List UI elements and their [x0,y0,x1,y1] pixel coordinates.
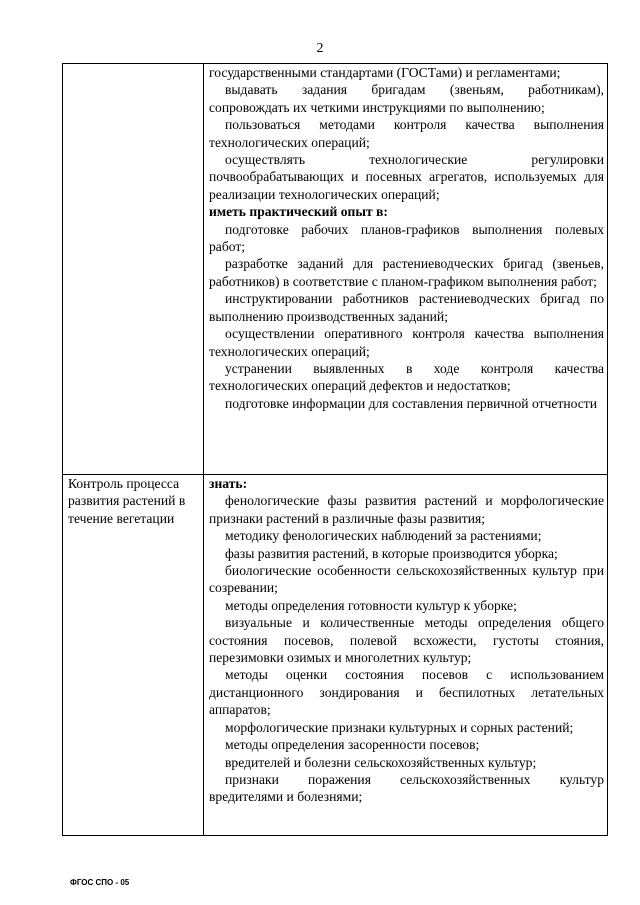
paragraph: осуществлении оперативного контроля качества выполнения технологических операций; [209,326,604,359]
paragraph: государственными стандартами (ГОСТами) и регламентами; [209,65,561,80]
footer-code: ФГОС СПО - 05 [70,878,130,887]
left-cell [63,475,204,836]
paragraph: осуществлять технологические регулировки почвообрабатывающих и посевных агрегатов, используемых для реализации технологических операций; [209,152,604,202]
section-heading: знать: [209,476,248,491]
right-cell [204,64,608,475]
paragraph: подготовке рабочих планов-графиков выполнения полевых работ; [209,221,604,255]
paragraph: устранении выявленных в ходе контроля качества технологических операций дефектов и недостатков; [209,360,604,394]
paragraph: вредителей и болезни сельскохозяйственных культур; [225,754,537,770]
paragraph: фенологические фазы развития растений и морфологические признаки растений в различные фазы развития; [209,493,604,526]
paragraph: пользоваться методами контроля качества выполнения технологических операций; [209,117,604,150]
paragraph: подготовке информации для составления первичной отчетности [225,395,597,411]
paragraph: признаки поражения сельскохозяйственных культур вредителями и болезнями; [209,771,604,805]
left-cell-empty [63,64,204,475]
right-cell [204,475,608,836]
paragraph: методику фенологических наблюдений за растениями; [225,528,542,544]
table-row [63,64,608,475]
paragraph: визуальные и количественные методы определения общего состояния посевов, полевой всхожести, густоты стояния, перезимовки озимых и многолетних культур; [209,615,604,666]
paragraph: морфологические признаки культурных и сорных растений; [225,719,574,735]
left-cell-text: Контроль процесса развития растений в течение вегетации [68,476,186,526]
standards-table [62,63,608,836]
page-number: 2 [316,41,324,56]
paragraph: методы оценки состояния посевов с использованием дистанционного зондирования и беспилотных летательных аппаратов; [209,667,604,718]
paragraph: методы определения готовности культур к уборке; [225,597,517,613]
paragraph: фазы развития растений, в которые производится уборка; [225,545,558,561]
paragraph: разработке заданий для растениеводческих бригад (звеньев, работников) в соответствие с планом-графиком выполнения работ; [209,256,604,289]
section-heading: иметь практический опыт в: [209,204,388,220]
paragraph: методы определения засоренности посевов; [225,737,480,753]
table-row [63,475,608,836]
paragraph: выдавать задания бригадам (звеньям, работникам), сопровождать их четкими инструкциями по выполнению; [209,82,604,115]
paragraph: биологические особенности сельскохозяйственных культур при созревании; [209,563,604,596]
paragraph: инструктировании работников растениеводческих бригад по выполнению производственных заданий; [209,291,604,324]
